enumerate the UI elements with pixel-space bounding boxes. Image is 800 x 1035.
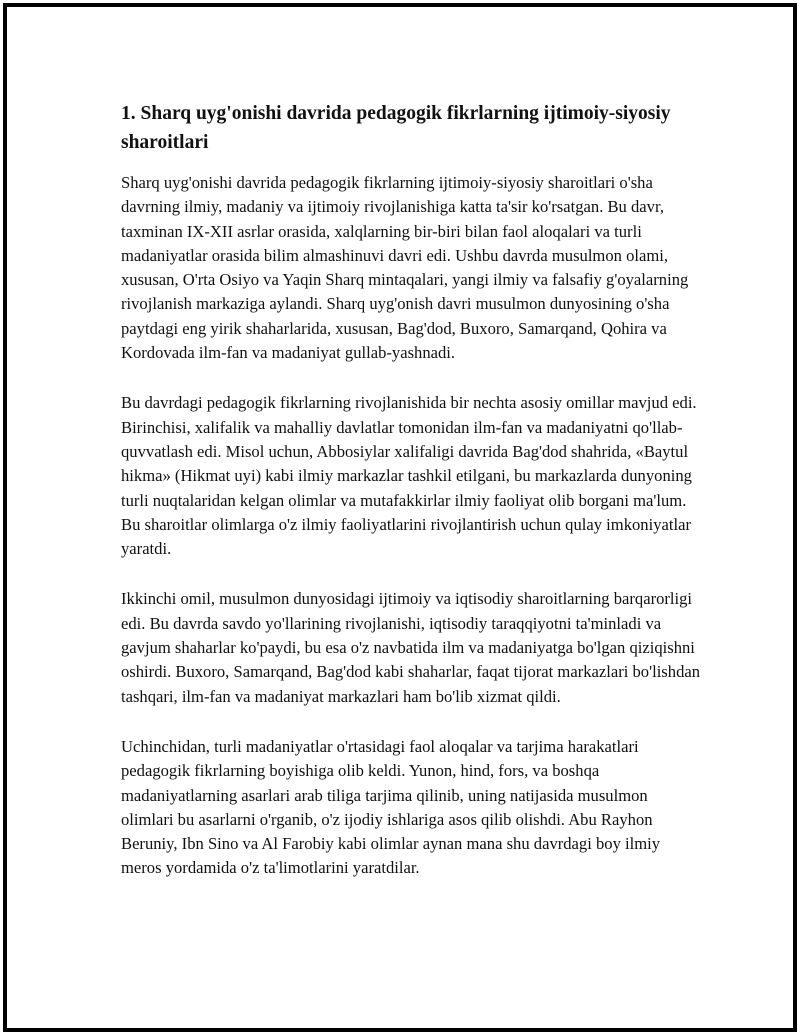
paragraph-3: Ikkinchi omil, musulmon dunyosidagi ijtimoiy va iqtisodiy sharoitlarning barqarorligi edi. Bu davrda savdo yo'llarining rivojlanishi, iqtisodiy taraqqiyotni ta'minladi va gavjum shaharlar ko'paydi, bu esa o'z navbatida ilm va madaniyatga bo'lgan qiziqishni oshirdi. Buxoro, Samarqand, Bag'dod kabi shaharlar, faqat tijorat markazlari bo'lishdan tashqari, ilm-fan va madaniyat markazlari ham bo'lib xizmat qildi. (121, 589, 701, 706)
document-body (121, 99, 701, 907)
paragraph-2: Bu davrdagi pedagogik fikrlarning rivojlanishida bir nechta asosiy omillar mavjud edi. Birinchisi, xalifalik va mahalliy davlatlar tomonidan ilm-fan va madaniyatni qo'llab-quvvatlash edi. Misol uchun, Abbosiylar xalifaligi davrida Bag'dod shahrida, «Baytul hikma» (Hikmat uyi) kabi ilmiy markazlar tashkil etilgani, bu markazlarda dunyoning turli nuqtalaridan kelgan olimlar va mutafakkirlar ilmiy faoliyat olib borgani ma'lum. Bu sharoitlar olimlarga o'z ilmiy faoliyatlarini rivojlantirish uchun qulay imkoniyatlar yaratdi. (121, 393, 697, 559)
paragraph-1: Sharq uyg'onishi davrida pedagogik fikrlarning ijtimoiy-siyosiy sharoitlari o'sha davrning ilmiy, madaniy va ijtimoiy rivojlanishiga katta ta'sir ko'rsatgan. Bu davr, taxminan IX-XII asrlar orasida, xalqlarning bir-biri bilan faol aloqalari va turli madaniyatlar orasida bilim almashinuvi davri edi. Ushbu davrda musulmon olami, xususan, O'rta Osiyo va Yaqin Sharq mintaqalari, yangi ilmiy va falsafiy g'oyalarning rivojlanish markaziga aylandi. Sharq uyg'onish davri musulmon dunyosining o'sha paytdagi eng yirik shaharlarida, xususan, Bag'dod, Buxoro, Samarqand, Qohira va Kordovada ilm-fan va madaniyat gullab-yashnadi. (121, 173, 689, 363)
paragraph-4: Uchinchidan, turli madaniyatlar o'rtasidagi faol aloqalar va tarjima harakatlari pedagogik fikrlarning boyishiga olib keldi. Yunon, hind, fors, va boshqa madaniyatlarning asarlari arab tiliga tarjima qilinib, uning natijasida musulmon olimlari bu asarlarni o'rganib, o'z ijodiy ishlariga asos qilib olishdi. Abu Rayhon Beruniy, Ibn Sino va Al Farobiy kabi olimlar aynan mana shu davrdagi boy ilmiy meros yordamida o'z ta'limotlarini yaratdilar. (121, 736, 661, 878)
section-heading: 1. Sharq uyg'onishi davrida pedagogik fikrlarning ijtimoiy-siyosiy sharoitlari (121, 103, 671, 153)
page-border (3, 3, 797, 1032)
